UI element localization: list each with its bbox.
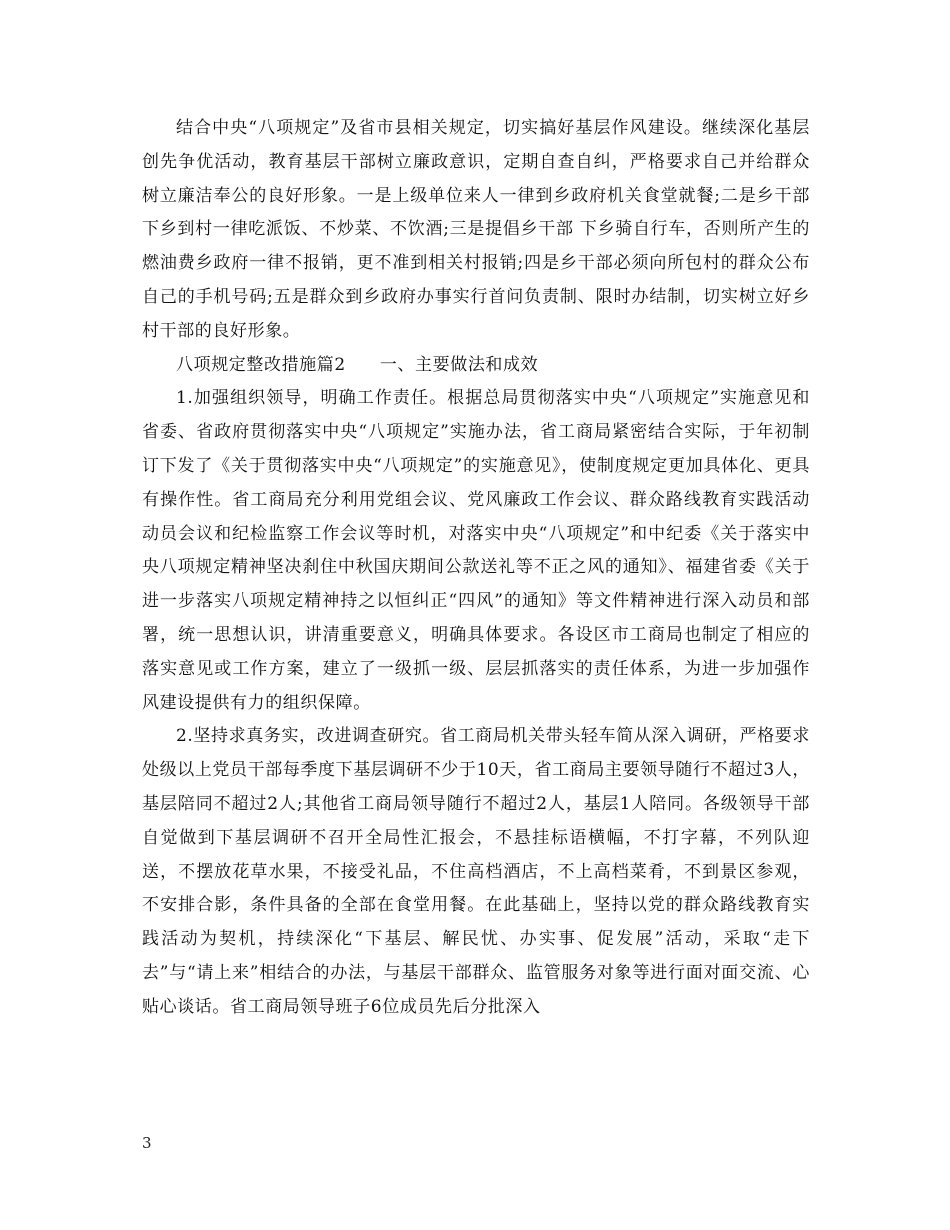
page-number: 3 [142, 1134, 152, 1152]
document-body [142, 112, 810, 1025]
paragraph-grassroots-style: 结合中央“八项规定”及省市县相关规定，切实搞好基层作风建设。继续深化基层创先争优活动，教育基层干部树立廉政意识，定期自查自纠，严格要求自己并给群众树立廉洁奉公的良好形象。一是上级单位来人一律到乡政府机关食堂就餐;二是乡干部下乡到村一律吃派饭、不炒菜、不饮酒;三是提倡乡干部 下乡骑自行车，否则所产生的燃油费乡政府一律不报销，更不准到相关村报销;四是乡干部必须向所包村的群众公布自己的手机号码;五是群众到乡政府办事实行首问负责制、限时办结制，切实树立好乡村干部的良好形象。 [142, 118, 810, 341]
paragraph-organization-leadership: 1.加强组织领导，明确工作责任。根据总局贯彻落实中央“八项规定”实施意见和省委、省政府贯彻落实中央“八项规定”实施办法，省工商局紧密结合实际，于年初制订下发了《关于贯彻落实中央“八项规定”的实施意见》，使制度规定更加具体化、更具有操作性。省工商局充分利用党组会议、党风廉政工作会议、群众路线教育实践活动动员会议和纪检监察工作会议等时机，对落实中央“八项规定”和中纪委《关于落实中央八项规定精神坚决刹住中秋国庆期间公款送礼等不正之风的通知》、福建省委《关于进一步落实八项规定精神持之以恒纠正“四风”的通知》等文件精神进行深入动员和部署，统一思想认识，讲清重要意义，明确具体要求。各设区市工商局也制定了相应的落实意见或工作方案，建立了一级抓一级、层层抓落实的责任体系，为进一步加强作风建设提供有力的组织保障。 [142, 388, 810, 713]
paragraph-investigation-research: 2.坚持求真务实，改进调查研究。省工商局机关带头轻车简从深入调研，严格要求处级以上党员干部每季度下基层调研不少于10天，省工商局主要领导随行不超过3人，基层陪同不超过2人;其他省工商局领导随行不超过2人，基层1人陪同。各级领导干部自觉做到下基层调研不召开全局性汇报会，不悬挂标语横幅，不打字幕，不列队迎送，不摆放花草水果，不接受礼品，不住高档酒店，不上高档菜肴，不到景区参观，不安排合影，条件具备的全部在食堂用餐。在此基础上，坚持以党的群众路线教育实践活动为契机，持续深化“下基层、解民忧、办实事、促发展”活动，采取“走下去”与“请上来”相结合的办法，与基层干部群众、监管服务对象等进行面对面交流、心贴心谈话。省工商局领导班子6位成员先后分批深入 [142, 726, 810, 1017]
section-title: 八项规定整改措施篇2 [176, 354, 346, 375]
section-subtitle: 一、主要做法和成效 [379, 354, 539, 375]
section-heading [142, 349, 810, 383]
